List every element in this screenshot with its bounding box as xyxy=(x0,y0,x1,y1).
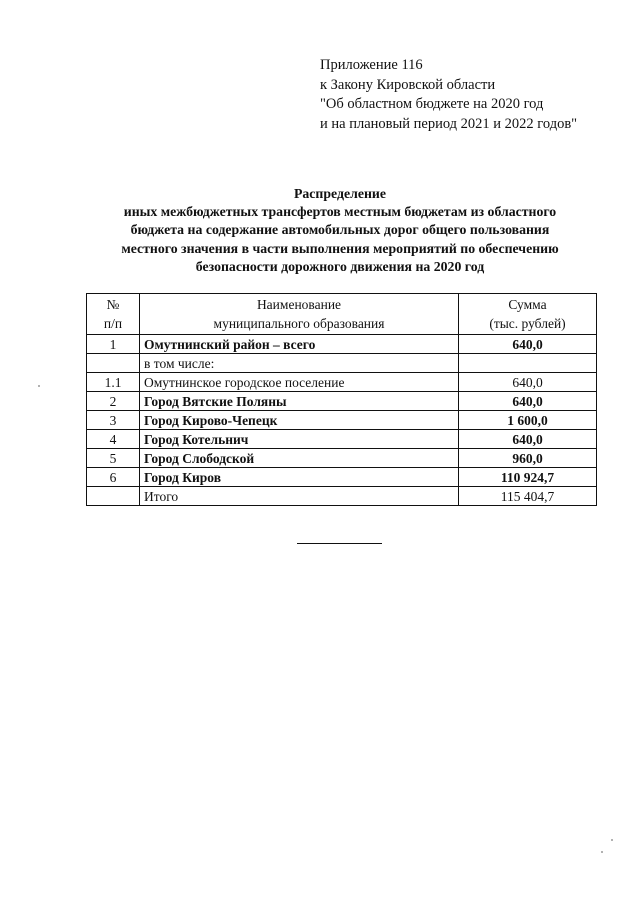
row-sum: 110 924,7 xyxy=(459,468,597,487)
header-sum xyxy=(459,294,597,335)
row-number: 1 xyxy=(87,335,140,354)
row-sum: 115 404,7 xyxy=(459,487,597,506)
header-number-line2: п/п xyxy=(103,316,123,331)
row-name: Город Кирово-Чепецк xyxy=(140,411,459,430)
row-sum: 960,0 xyxy=(459,449,597,468)
document-title xyxy=(60,185,620,276)
scan-speck xyxy=(38,385,40,387)
table-row xyxy=(87,468,597,487)
title-line: местного значения в части выполнения мероприятий по обеспечению xyxy=(121,240,559,256)
header-sum-line1: Сумма xyxy=(508,297,547,312)
title-line: безопасности дорожного движения на 2020 год xyxy=(195,258,485,274)
row-sum: 640,0 xyxy=(459,373,597,392)
row-number xyxy=(87,487,140,506)
appendix-line: к Закону Кировской области xyxy=(320,76,496,93)
header-name-line2: муниципального образования xyxy=(213,316,385,331)
row-name: Итого xyxy=(140,487,459,506)
row-number: 1.1 xyxy=(87,373,140,392)
row-sum: 640,0 xyxy=(459,392,597,411)
row-sum: 1 600,0 xyxy=(459,411,597,430)
row-number xyxy=(87,354,140,373)
title-line: бюджета на содержание автомобильных дорог общего пользования xyxy=(130,222,550,238)
table-row xyxy=(87,411,597,430)
header-name xyxy=(140,294,459,335)
table-row xyxy=(87,392,597,411)
table-header-row xyxy=(87,294,597,335)
table-row xyxy=(87,373,597,392)
row-number: 4 xyxy=(87,430,140,449)
header-number-line1: № xyxy=(106,297,120,312)
title-line: иных межбюджетных трансфертов местным бюджетам из областного xyxy=(123,204,557,220)
table-row xyxy=(87,354,597,373)
header-name-line1: Наименование xyxy=(256,297,342,312)
row-number: 6 xyxy=(87,468,140,487)
row-number: 2 xyxy=(87,392,140,411)
scan-speck xyxy=(611,839,613,841)
table-row xyxy=(87,430,597,449)
row-number: 3 xyxy=(87,411,140,430)
row-name: Город Котельнич xyxy=(140,430,459,449)
header-sum-line2: (тыс. рублей) xyxy=(489,316,566,331)
row-name: Город Слободской xyxy=(140,449,459,468)
distribution-table xyxy=(86,293,597,506)
appendix-line: "Об областном бюджете на 2020 год xyxy=(320,96,544,112)
table-row xyxy=(87,487,597,506)
signature-divider xyxy=(297,543,382,544)
row-sum: 640,0 xyxy=(459,430,597,449)
table-row xyxy=(87,335,597,354)
row-sum: 640,0 xyxy=(459,335,597,354)
row-sum xyxy=(459,354,597,373)
row-number: 5 xyxy=(87,449,140,468)
row-name: Омутнинское городское поселение xyxy=(140,373,459,392)
appendix-line: и на плановый период 2021 и 2022 годов" xyxy=(320,115,578,132)
header-number xyxy=(87,294,140,335)
row-name: в том числе: xyxy=(140,354,459,373)
row-name: Город Киров xyxy=(140,468,459,487)
table-body xyxy=(87,335,597,506)
scan-speck xyxy=(601,851,603,853)
row-name: Омутнинский район – всего xyxy=(140,335,459,354)
appendix-header xyxy=(320,56,577,134)
table-row xyxy=(87,449,597,468)
appendix-line: Приложение 116 xyxy=(320,57,423,73)
row-name: Город Вятские Поляны xyxy=(140,392,459,411)
title-line: Распределение xyxy=(293,186,386,201)
